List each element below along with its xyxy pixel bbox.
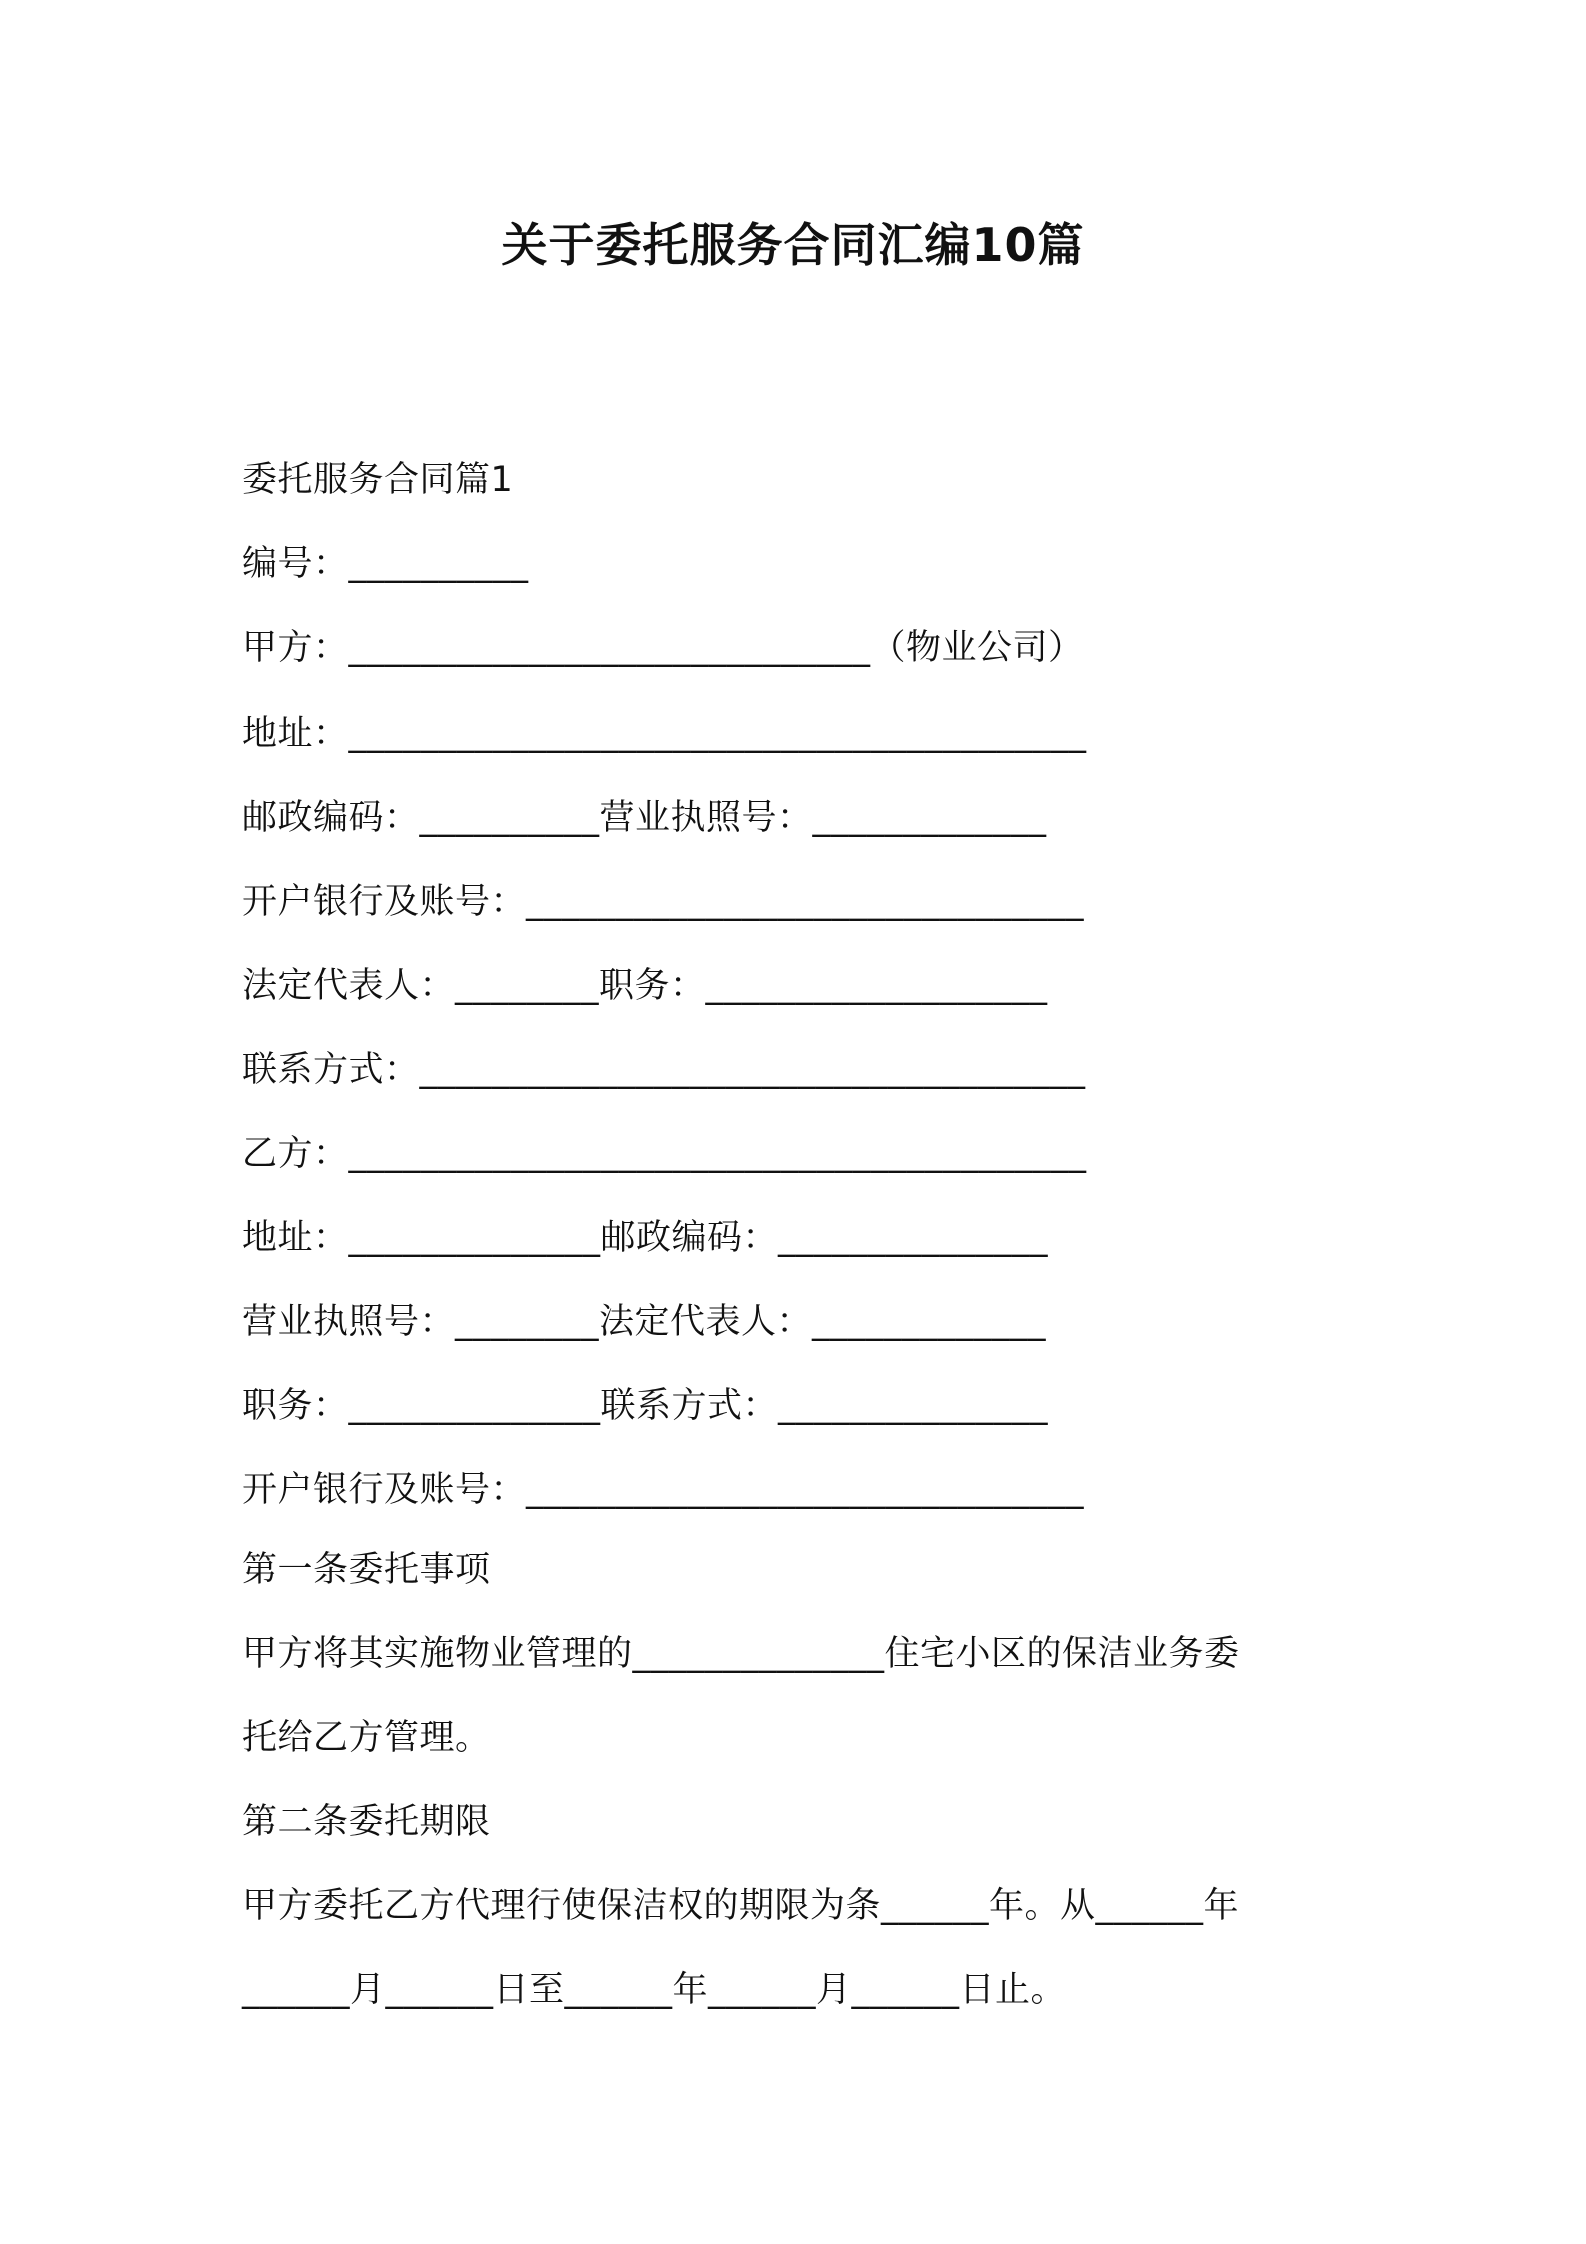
field-party-b-position-contact: 职务：______________联系方式：_______________ [242, 1386, 1049, 1426]
field-party-b-address-postcode: 地址：______________邮政编码：_______________ [242, 1218, 1049, 1258]
section-heading-contract-1: 委托服务合同篇1 [242, 460, 514, 500]
article-1-text-line-2: 托给乙方管理。 [242, 1718, 491, 1758]
document-title: 关于委托服务合同汇编10篇 [501, 218, 1085, 272]
article-1-heading: 第一条委托事项 [242, 1550, 491, 1590]
field-party-a-contact: 联系方式：_____________________________________ [242, 1050, 1086, 1090]
article-2-text-line-2: ______月______日至______年______月______日止。 [242, 1970, 1067, 2010]
article-2-heading: 第二条委托期限 [242, 1802, 491, 1842]
field-party-a: 甲方：_____________________________（物业公司） [242, 628, 1084, 668]
field-party-a-representative-position: 法定代表人：________职务：___________________ [242, 966, 1048, 1006]
article-2-text-line-1: 甲方委托乙方代理行使保洁权的期限为条______年。从______年 [242, 1886, 1240, 1926]
field-contract-number: 编号：__________ [242, 544, 529, 584]
field-party-a-address: 地址：_________________________________________ [242, 714, 1087, 754]
field-party-a-bank-account: 开户银行及账号：_______________________________ [242, 882, 1085, 922]
field-party-b-license-representative: 营业执照号：________法定代表人：_____________ [242, 1302, 1047, 1342]
article-1-text-line-1: 甲方将其实施物业管理的______________住宅小区的保洁业务委 [242, 1634, 1240, 1674]
field-party-b: 乙方：_________________________________________ [242, 1134, 1087, 1174]
field-party-b-bank-account: 开户银行及账号：_______________________________ [242, 1470, 1085, 1510]
field-party-a-postcode-license: 邮政编码：__________营业执照号：_____________ [242, 798, 1047, 838]
